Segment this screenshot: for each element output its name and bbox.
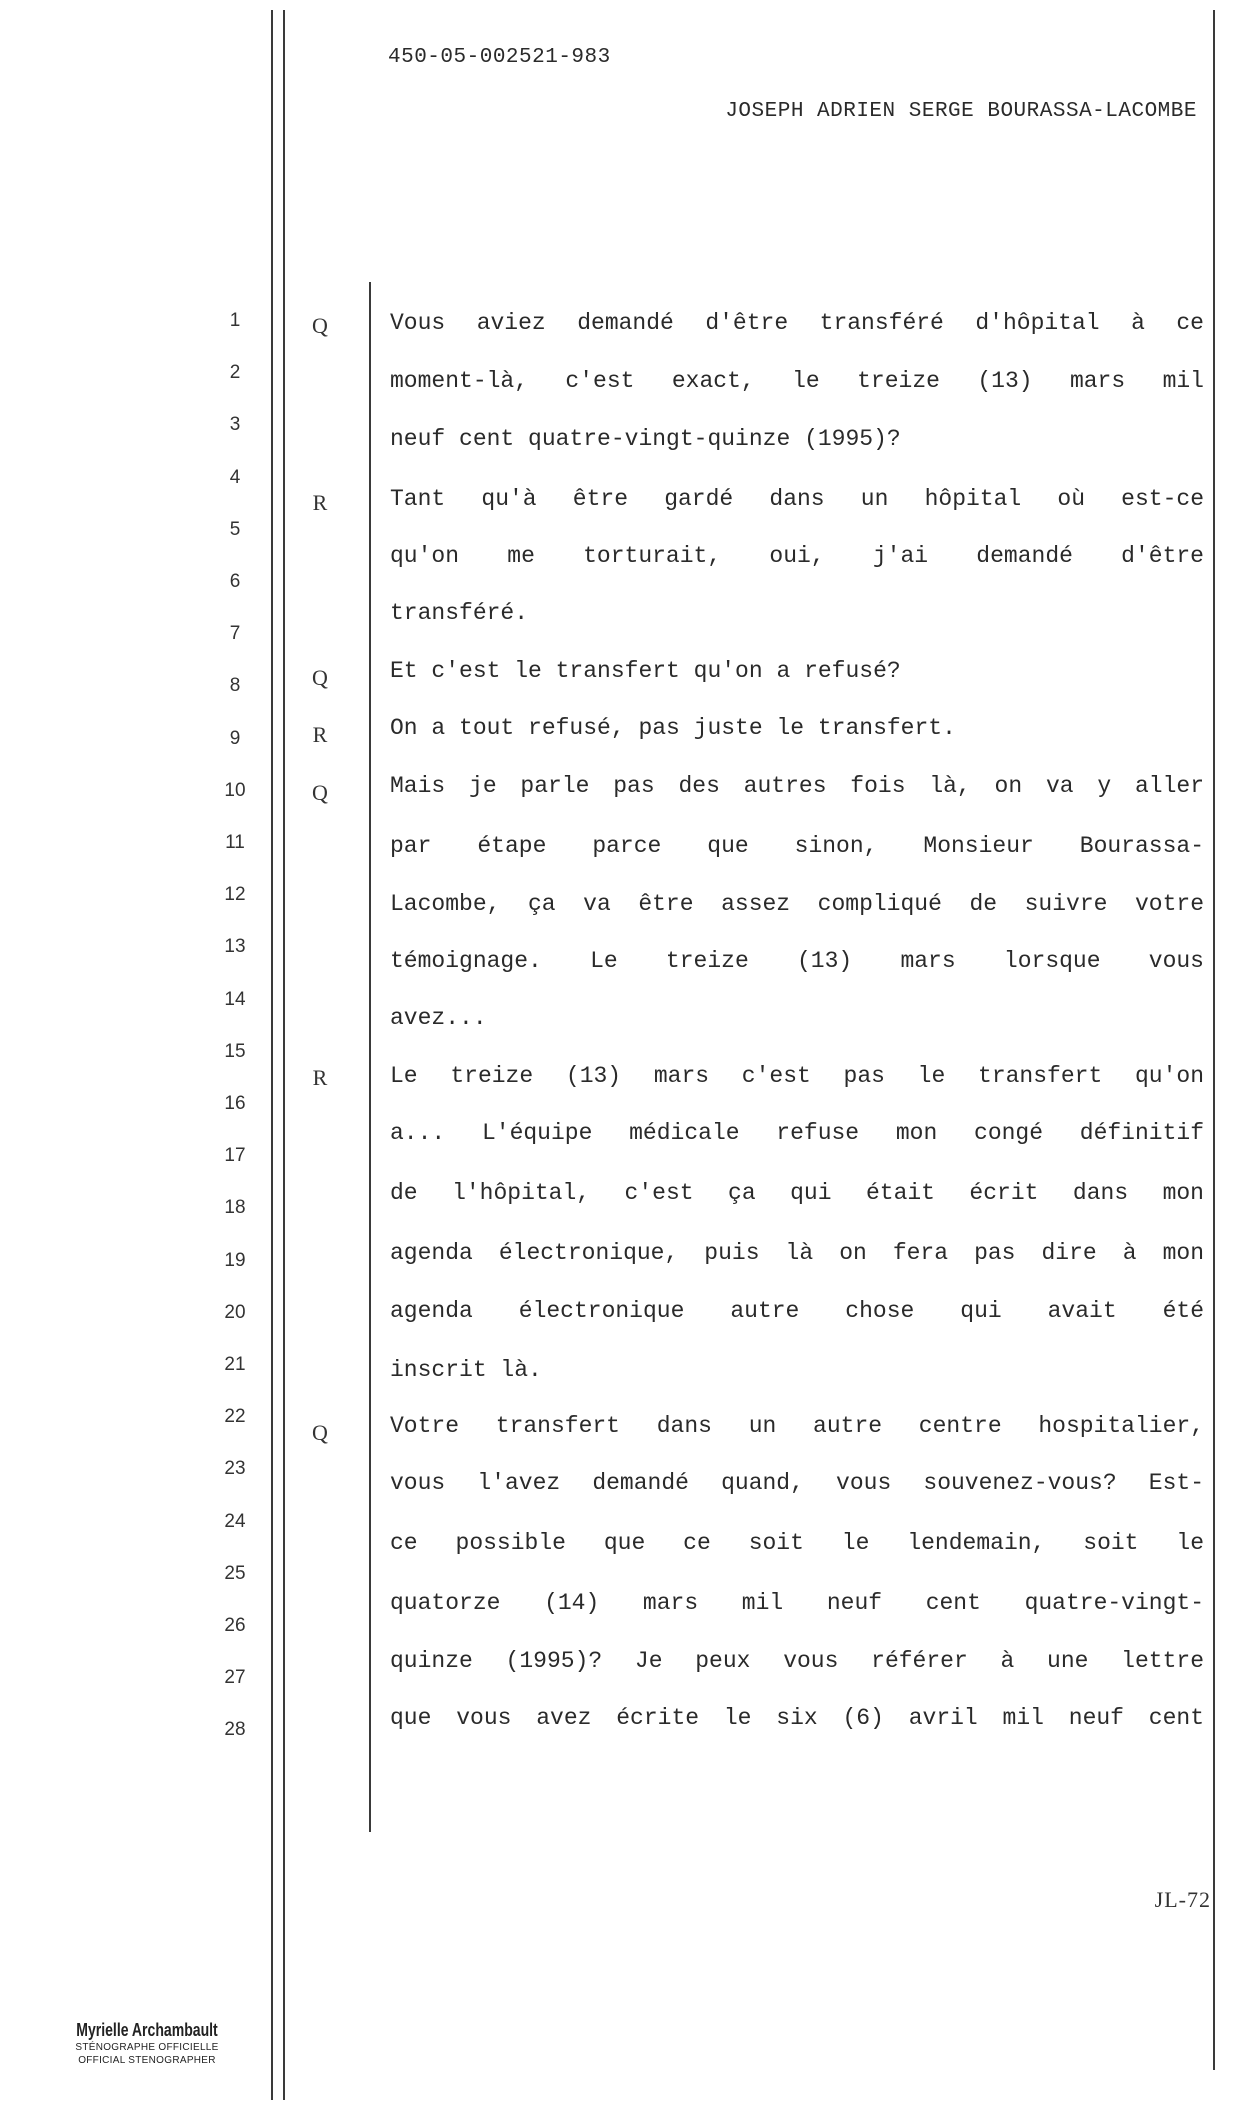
line-number: 25: [224, 1562, 246, 1584]
transcript-line: agenda électronique autre chose qui avait été: [390, 1298, 1204, 1324]
right-margin-rule: [1213, 10, 1215, 2070]
transcript-line: agenda électronique, puis là on fera pas dire à mon: [390, 1240, 1204, 1266]
transcript-line: quatorze (14) mars mil neuf cent quatre-vingt-: [390, 1590, 1204, 1616]
stenographer-title-en: OFFICIAL STENOGRAPHER: [78, 2055, 216, 2066]
stenographer-stamp: [52, 2020, 242, 2067]
line-number: 13: [224, 936, 246, 958]
transcript-line: inscrit là.: [390, 1357, 542, 1383]
transcript-line: que vous avez écrite le six (6) avril mil neuf cent: [390, 1705, 1204, 1731]
line-number: 19: [224, 1249, 246, 1271]
left-margin-rule-2: [283, 10, 285, 2100]
transcript-line: de l'hôpital, c'est ça qui était écrit dans mon: [390, 1180, 1204, 1206]
speaker-label: Q: [312, 313, 328, 338]
line-number: 22: [224, 1406, 246, 1428]
transcript-line: On a tout refusé, pas juste le transfert.: [390, 715, 956, 741]
line-number: 20: [224, 1301, 246, 1323]
speaker-label: Q: [312, 665, 328, 690]
line-number: 6: [229, 571, 241, 592]
speaker-label: R: [312, 490, 328, 515]
transcript-line: témoignage. Le treize (13) mars lorsque vous: [390, 948, 1204, 974]
line-number: 5: [229, 518, 241, 540]
speaker-label: Q: [312, 1420, 328, 1445]
transcript-line: Le treize (13) mars c'est pas le transfert qu'on: [390, 1063, 1204, 1089]
line-number: 7: [229, 623, 241, 645]
speaker-label: Q: [312, 780, 328, 805]
transcript-line: Votre transfert dans un autre centre hospitalier,: [390, 1413, 1204, 1439]
line-number: 24: [224, 1510, 246, 1532]
line-number: 27: [224, 1667, 246, 1689]
line-number: 23: [224, 1458, 246, 1480]
stenographer-title-fr: STÉNOGRAPHE OFFICIELLE: [75, 2042, 219, 2053]
transcript-line: avez...: [390, 1005, 487, 1031]
transcript-line: Tant qu'à être gardé dans un hôpital où est-ce: [390, 486, 1204, 512]
transcript-line: Lacombe, ça va être assez compliqué de suivre votre: [390, 891, 1204, 917]
case-number: 450-05-002521-983: [388, 46, 611, 69]
page-code: JL-72: [1154, 1887, 1211, 1912]
line-number: 16: [224, 1093, 246, 1114]
transcript-line: Et c'est le transfert qu'on a refusé?: [390, 658, 901, 684]
transcript-line: Mais je parle pas des autres fois là, on va y aller: [390, 773, 1204, 799]
line-number: 28: [224, 1719, 246, 1741]
line-number: 3: [229, 414, 241, 436]
transcript-line: ce possible que ce soit le lendemain, soit le: [390, 1530, 1204, 1556]
line-number: 1: [229, 310, 241, 331]
transcript-line: neuf cent quatre-vingt-quinze (1995)?: [390, 426, 901, 452]
transcript-line: moment-là, c'est exact, le treize (13) mars mil: [390, 368, 1204, 394]
speaker-label: R: [312, 1065, 328, 1090]
transcript-line: transféré.: [390, 600, 529, 626]
transcript-line: vous l'avez demandé quand, vous souvenez-vous? Est-: [390, 1470, 1204, 1496]
line-number: 14: [224, 988, 246, 1010]
line-number: 26: [224, 1615, 246, 1636]
line-number: 17: [224, 1145, 246, 1167]
speaker-column-rule: [369, 282, 371, 1832]
line-number: 15: [224, 1040, 246, 1062]
stenographer-name: Myrielle Archambault: [76, 2020, 218, 2040]
speaker-label: R: [312, 722, 328, 747]
line-number: 2: [229, 362, 241, 384]
transcript-line: Vous aviez demandé d'être transféré d'hôpital à ce: [390, 310, 1204, 336]
line-number: 9: [229, 727, 241, 749]
witness-name: JOSEPH ADRIEN SERGE BOURASSA-LACOMBE: [725, 100, 1197, 123]
line-number: 12: [224, 884, 246, 906]
transcript-line: qu'on me torturait, oui, j'ai demandé d'être: [390, 543, 1204, 569]
line-number: 4: [229, 466, 241, 488]
line-number: 18: [224, 1197, 246, 1219]
line-number: 10: [224, 779, 246, 801]
line-number: 11: [225, 832, 245, 853]
transcript-line: par étape parce que sinon, Monsieur Bourassa-: [390, 833, 1204, 859]
left-margin-rule-1: [271, 10, 273, 2100]
transcript-line: a... L'équipe médicale refuse mon congé définitif: [390, 1120, 1204, 1146]
transcript-line: quinze (1995)? Je peux vous référer à une lettre: [390, 1648, 1204, 1674]
line-number: 8: [229, 675, 241, 697]
line-number: 21: [224, 1354, 246, 1375]
